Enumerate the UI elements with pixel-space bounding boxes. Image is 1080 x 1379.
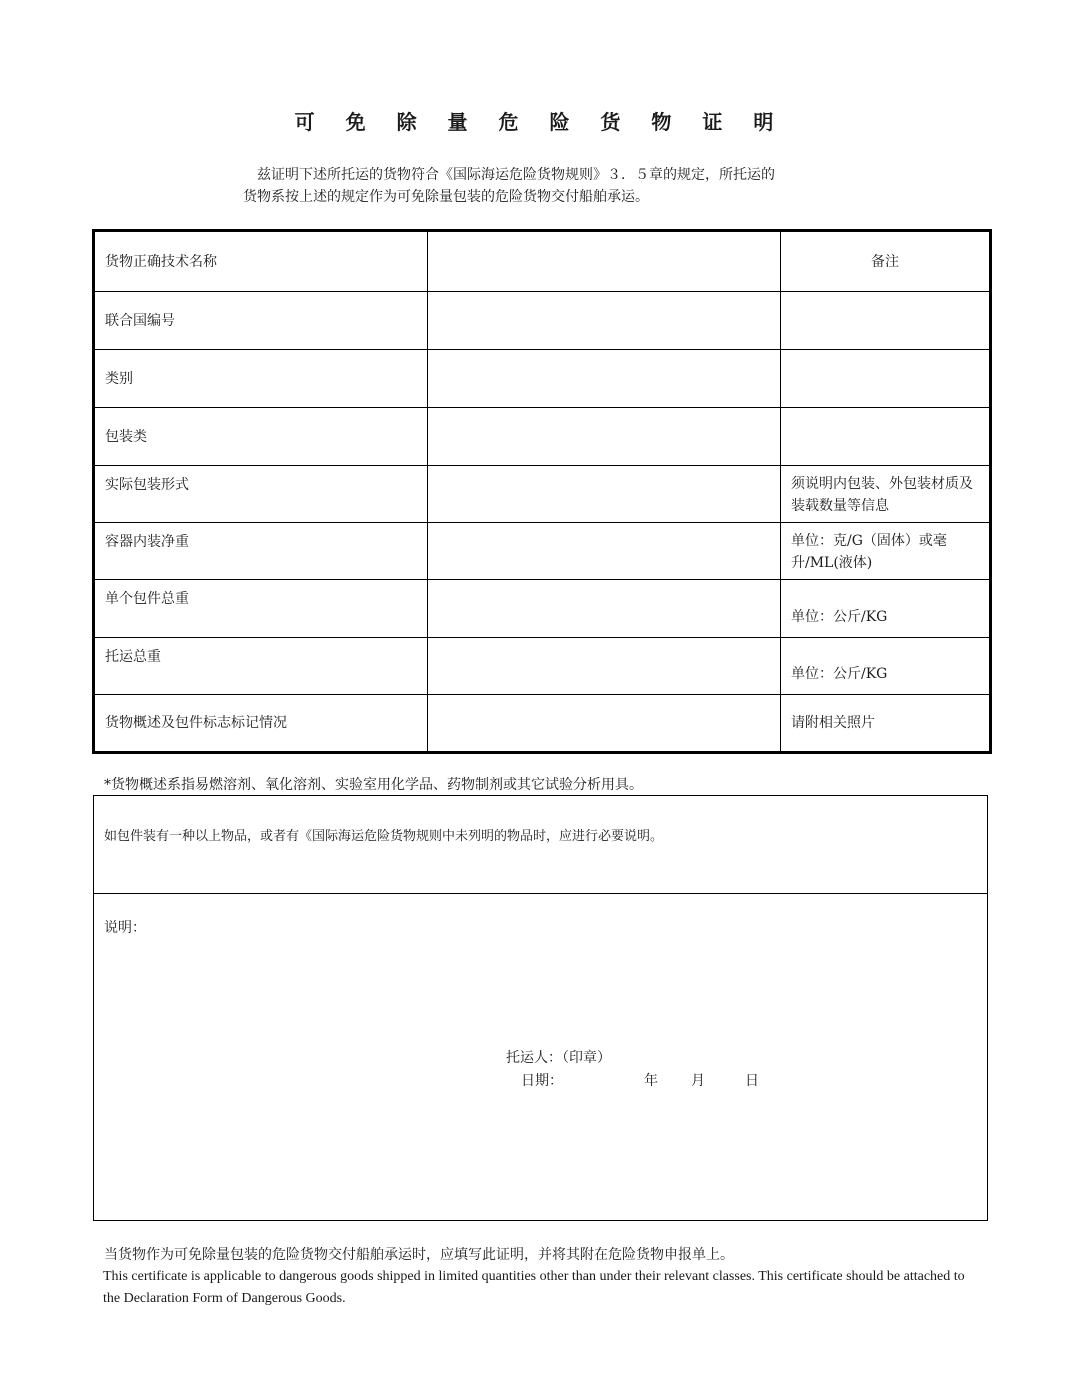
row-label: 托运总重 [94,638,428,695]
table-row [94,695,991,753]
footnote: *货物概述系指易燃溶剂、氧化溶剂、实验室用化学品、药物制剂或其它试验分析用具。 [104,777,643,793]
year-label: 年 [644,1073,658,1089]
intro-paragraph [243,164,863,208]
table-row [94,523,991,580]
multi-item-note: 如包件装有一种以上物品，或者有《国际海运危险货物规则中未列明的物品时，应进行必要说明。 [104,829,664,844]
row-value-field[interactable] [428,466,781,523]
table-row [94,231,991,292]
shipper-seal-label: 托运人：（印章） [506,1050,611,1066]
row-label: 货物正确技术名称 [94,231,428,292]
table-row [94,638,991,695]
row-label: 单个包件总重 [94,580,428,638]
table-row [94,292,991,350]
row-value-field[interactable] [428,695,781,753]
row-value-field[interactable] [428,523,781,580]
footer-note-cn: 当货物作为可免除量包装的危险货物交付船舶承运时，应填写此证明，并将其附在危险货物申报单上。 [104,1247,734,1263]
row-note [781,408,991,466]
row-note: 单位：公斤/KG [781,580,991,638]
month-label: 月 [691,1073,705,1089]
row-note: 单位：克/G（固体）或毫升/ML(液体) [781,523,991,580]
goods-info-table [92,229,992,754]
row-value-field[interactable] [428,408,781,466]
row-label: 容器内装净重 [94,523,428,580]
row-note [781,292,991,350]
document-title: 可 免 除 量 危 险 货 物 证 明 [294,110,786,134]
row-label: 实际包装形式 [94,466,428,523]
row-label: 包装类 [94,408,428,466]
row-value-field[interactable] [428,292,781,350]
table-row [94,466,991,523]
row-value-field[interactable] [428,580,781,638]
intro-line-1: 兹证明下述所托运的货物符合《国际海运危险货物规则》３．５章的规定，所托运的 [257,167,775,183]
row-note [781,350,991,408]
table-row [94,350,991,408]
row-note: 单位：公斤/KG [781,638,991,695]
row-label: 联合国编号 [94,292,428,350]
row-note: 请附相关照片 [781,695,991,753]
row-value-field[interactable] [428,638,781,695]
row-label: 类别 [94,350,428,408]
multi-item-note-section [94,796,987,894]
remarks-header: 备注 [781,231,991,292]
table-row [94,580,991,638]
footer-note-en: This certificate is applicable to dangerous goods shipped in limited quantities other than under their relevant classes. This certificate should be attached to the Declaration Form of Dangerous Goods. [103,1269,965,1306]
description-box [93,795,988,1221]
table-row [94,408,991,466]
row-value-field[interactable] [428,350,781,408]
date-label: 日期： [521,1073,563,1089]
row-label: 货物概述及包件标志标记情况 [94,695,428,753]
intro-line-2: 货物系按上述的规定作为可免除量包装的危险货物交付船舶承运。 [243,189,649,205]
row-value-field[interactable] [428,231,781,292]
row-note: 须说明内包装、外包装材质及装载数量等信息 [781,466,991,523]
description-label: 说明： [104,920,146,936]
day-label: 日 [745,1073,759,1089]
